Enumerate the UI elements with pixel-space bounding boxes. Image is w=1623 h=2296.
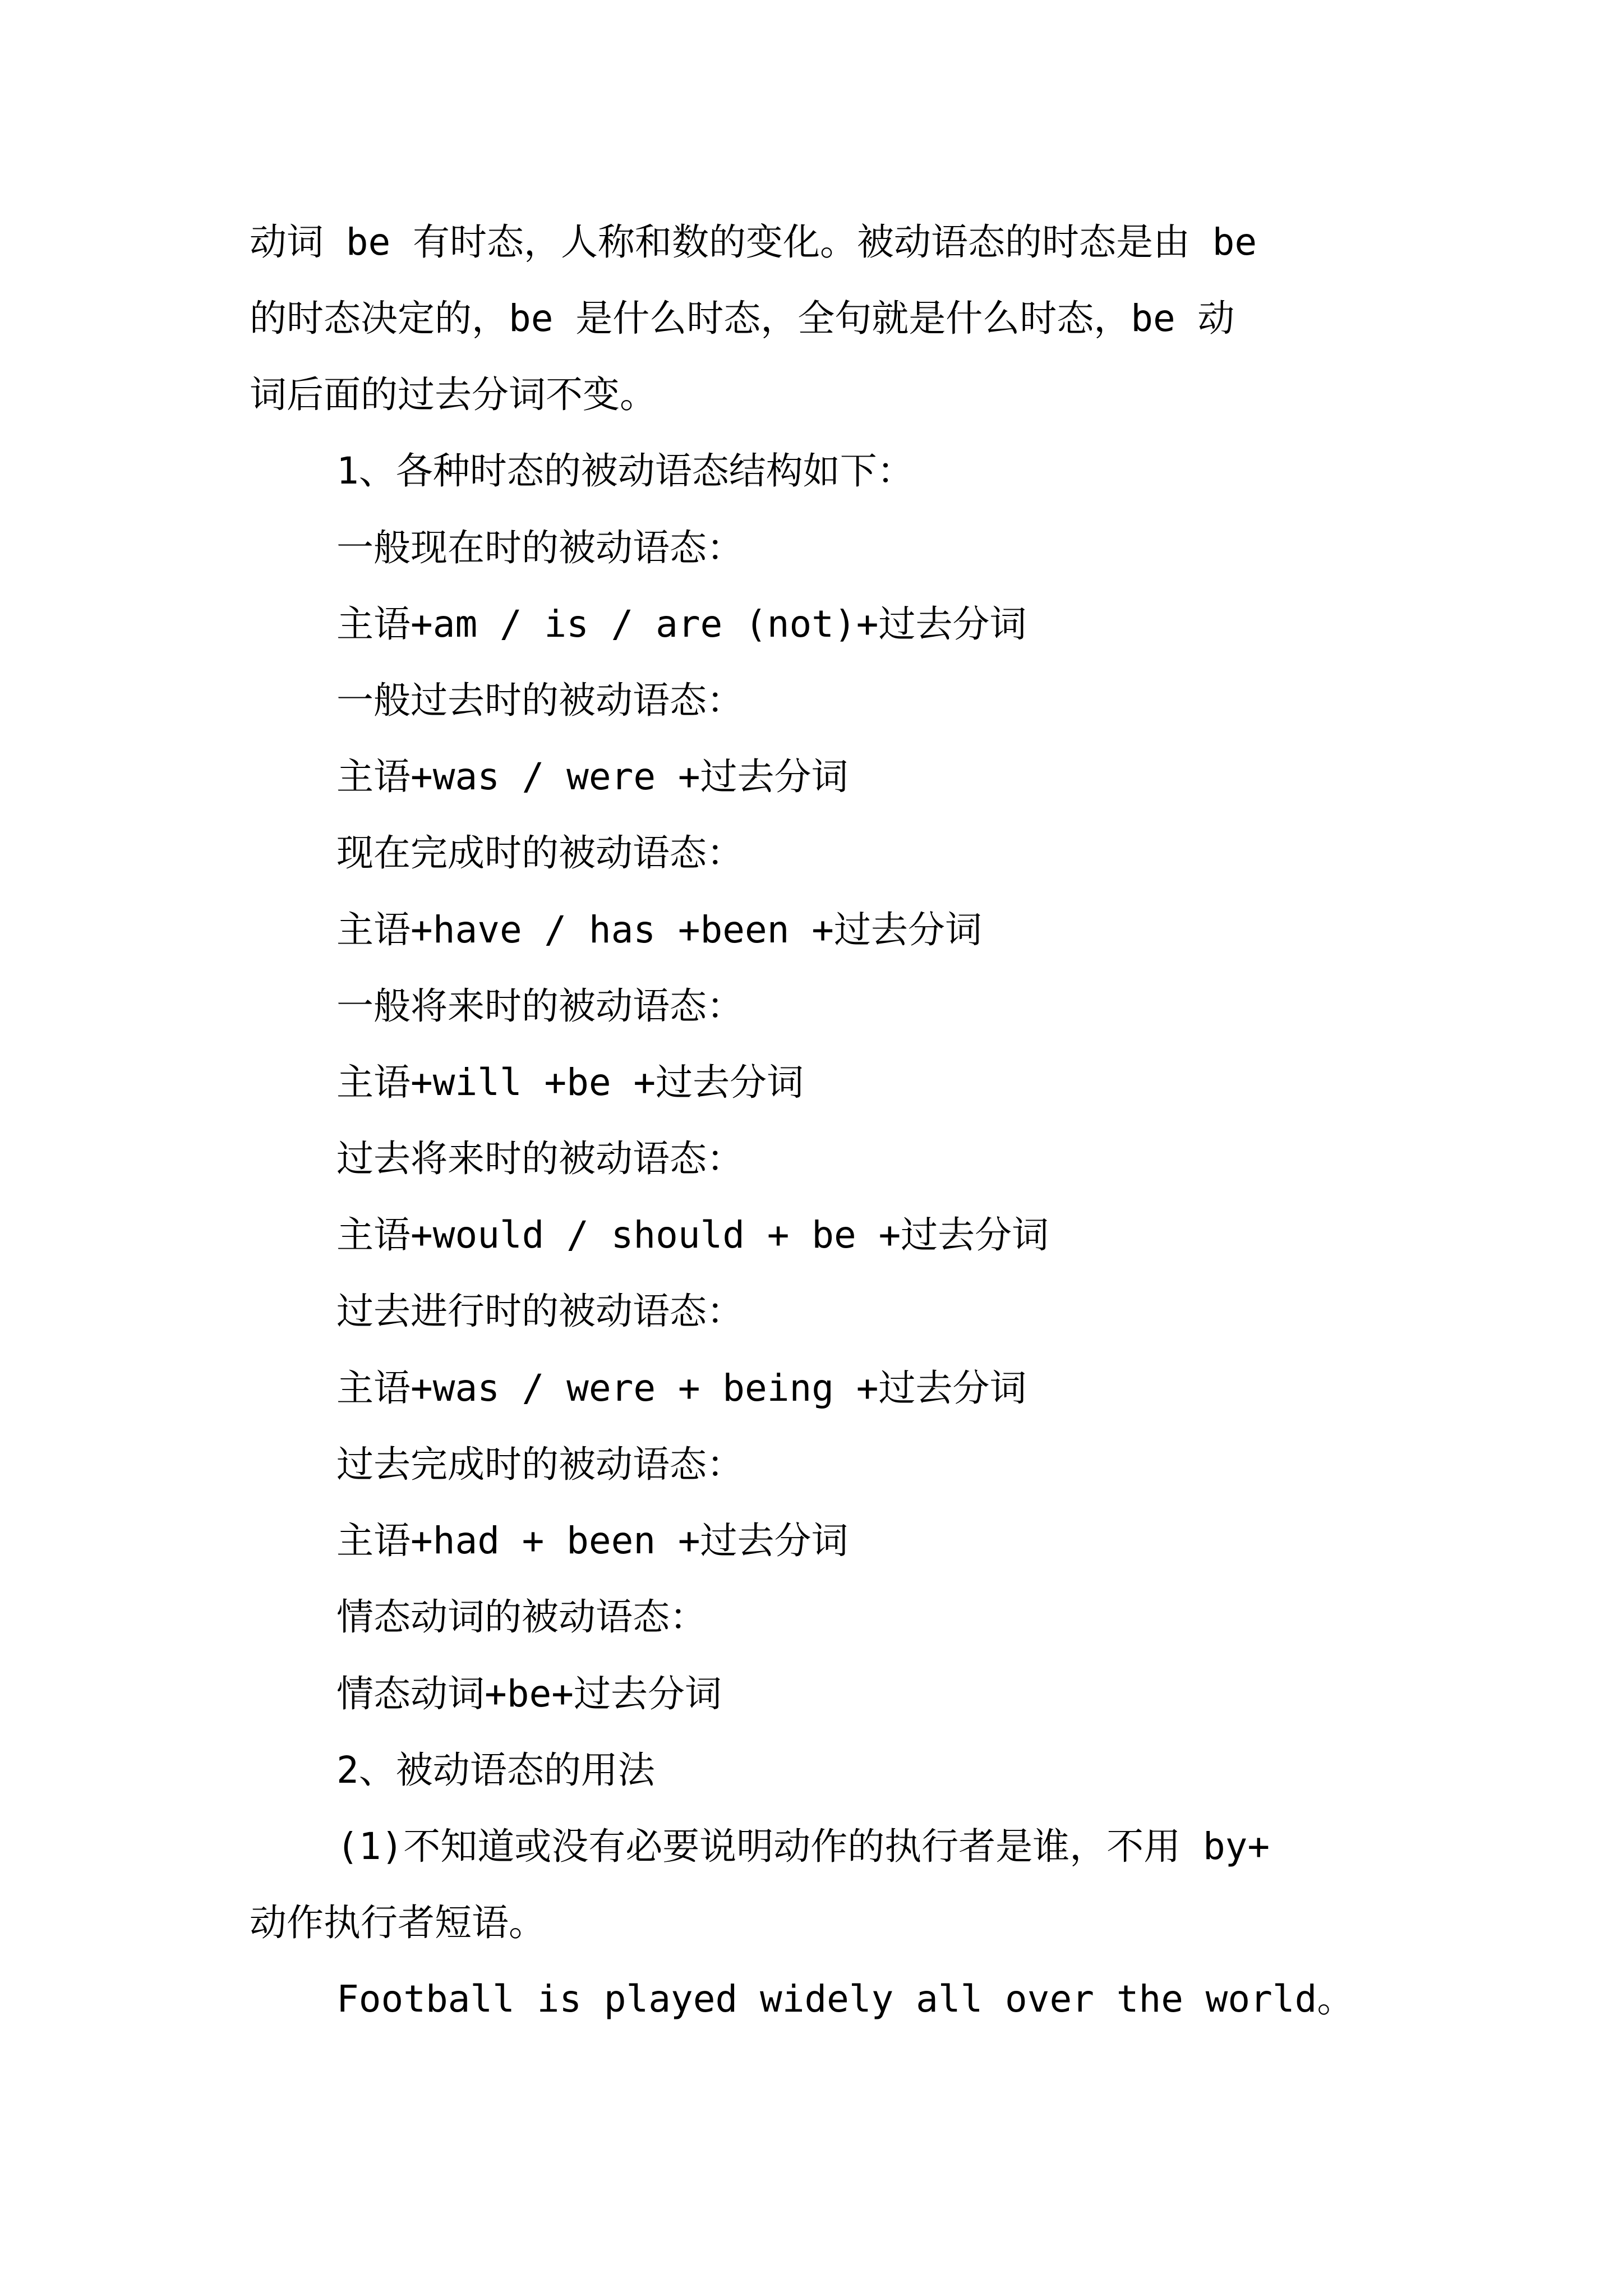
tense-name: 现在完成时的被动语态： [336, 831, 744, 875]
usage-1-line-1: (1)不知道或没有必要说明动作的执行者是谁，不用 by+ [336, 1825, 1270, 1868]
tense-formula: 主语+am / is / are (not)+过去分词 [336, 602, 1027, 646]
tense-formula: 主语+will +be +过去分词 [336, 1061, 804, 1104]
tense-name: 情态动词的被动语态： [336, 1595, 707, 1639]
tense-formula: 情态动词+be+过去分词 [336, 1672, 722, 1715]
intro-line-2: 的时态决定的，be 是什么时态，全句就是什么时态，be 动 [250, 297, 1235, 340]
tense-formula: 主语+was / were + being +过去分词 [336, 1366, 1027, 1410]
tense-name: 过去完成时的被动语态： [336, 1443, 744, 1486]
tense-formula: 主语+had + been +过去分词 [336, 1519, 849, 1562]
tense-formula: 主语+have / has +been +过去分词 [336, 908, 982, 951]
section-1-title: 1、各种时态的被动语态结构如下： [336, 449, 914, 493]
tense-name: 一般现在时的被动语态： [336, 526, 744, 569]
tense-name: 过去将来时的被动语态： [336, 1137, 744, 1180]
section-2-title: 2、被动语态的用法 [336, 1749, 655, 1792]
tense-name: 一般过去时的被动语态： [336, 679, 744, 722]
tense-name: 一般将来时的被动语态： [336, 984, 744, 1028]
intro-line-3: 词后面的过去分词不变。 [250, 373, 657, 416]
usage-1-line-2: 动作执行者短语。 [250, 1901, 546, 1944]
intro-line-1: 动词 be 有时态，人称和数的变化。被动语态的时态是由 be [250, 220, 1257, 264]
example-sentence: Football is played widely all over the world。 [336, 1977, 1354, 2021]
tense-formula: 主语+was / were +过去分词 [336, 755, 849, 798]
tense-formula: 主语+would / should + be +过去分词 [336, 1213, 1049, 1257]
tense-name: 过去进行时的被动语态： [336, 1290, 744, 1333]
